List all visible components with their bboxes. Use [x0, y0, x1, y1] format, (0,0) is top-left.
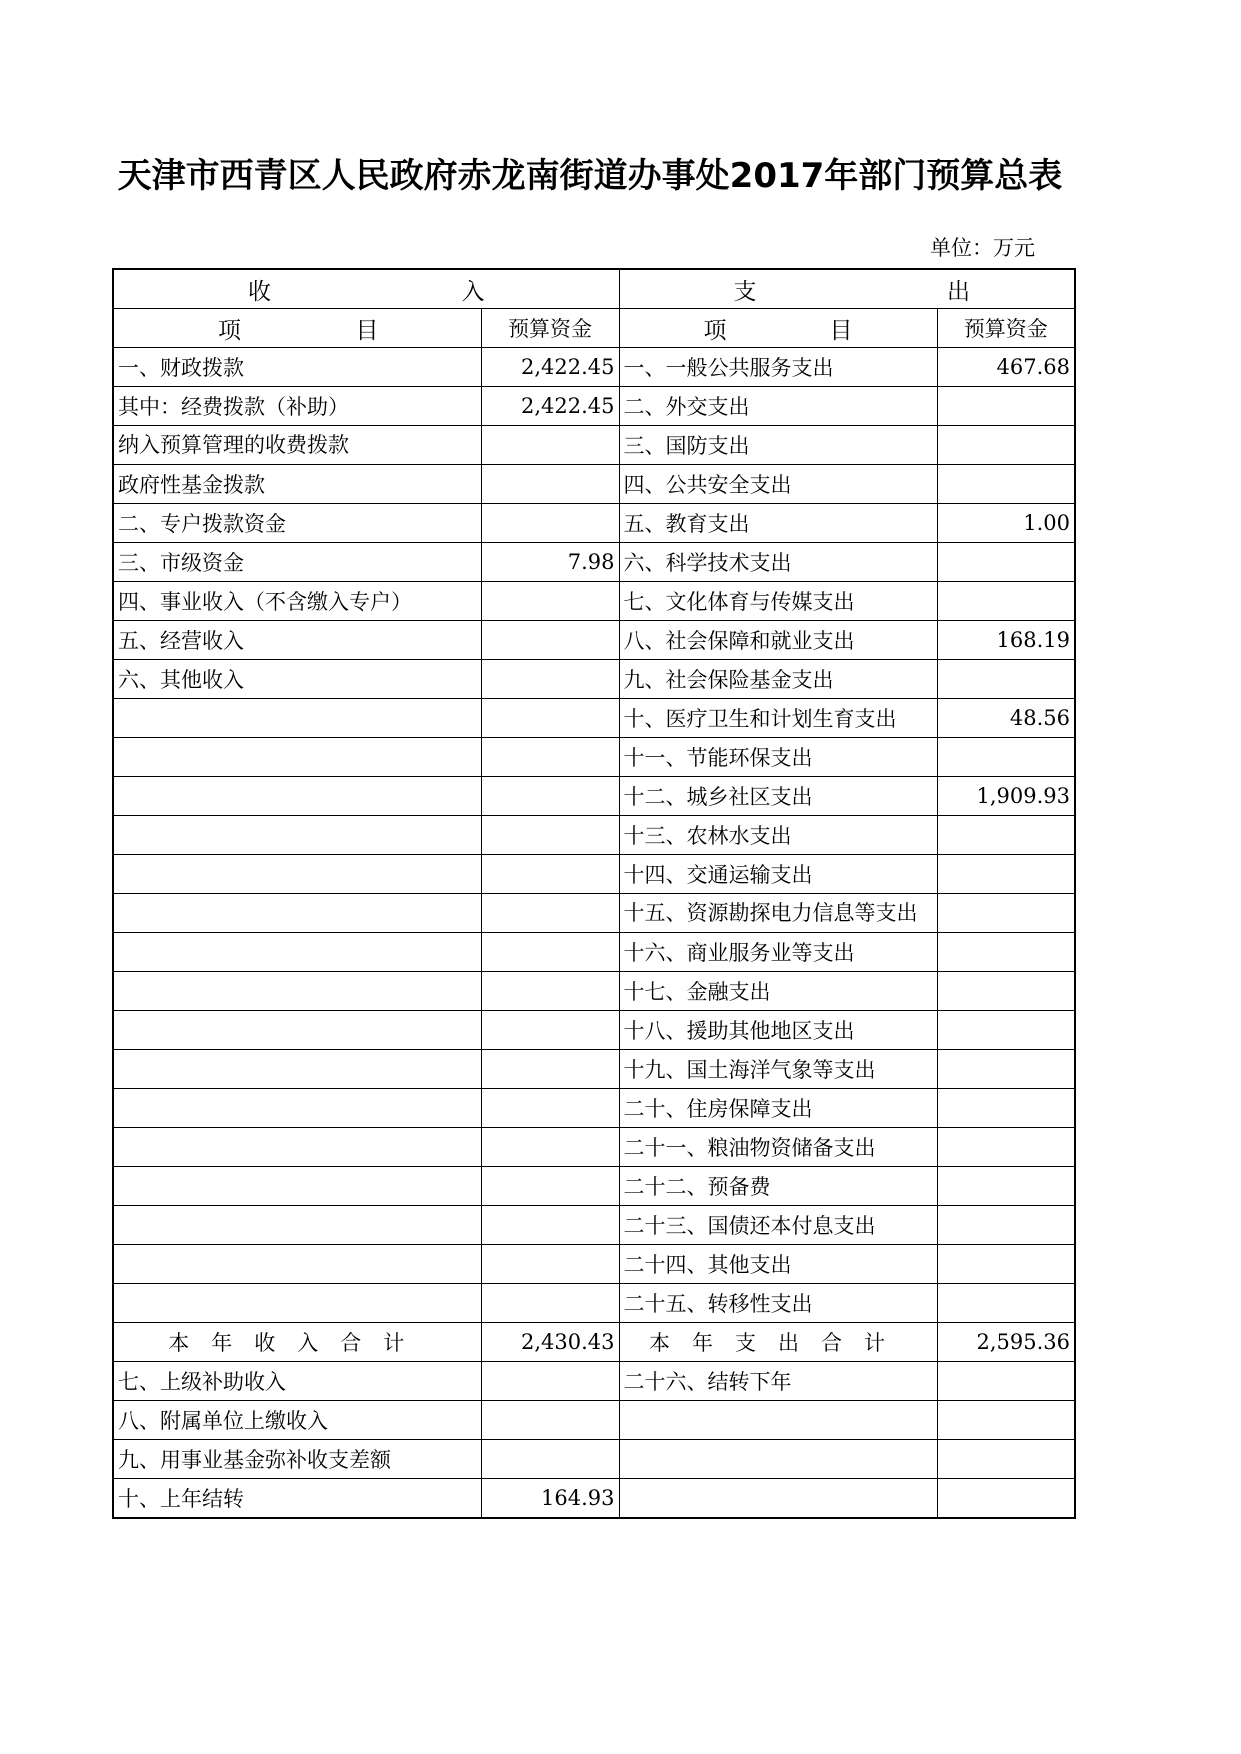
expense-value-cell: 168.19 — [937, 621, 1075, 660]
income-value-cell — [481, 894, 619, 933]
expense-item-cell: 十六、商业服务业等支出 — [619, 933, 937, 972]
income-value-cell — [481, 1011, 619, 1050]
income-value-cell — [481, 777, 619, 816]
table-row — [113, 1362, 1075, 1401]
income-item-cell: 五、经营收入 — [113, 621, 481, 660]
income-value-cell: 2,422.45 — [481, 387, 619, 426]
expense-value-cell — [937, 1245, 1075, 1284]
expense-value-cell — [937, 1362, 1075, 1401]
table-row — [113, 1089, 1075, 1128]
expense-item-cell: 十五、资源勘探电力信息等支出 — [619, 894, 937, 933]
table-row — [113, 1401, 1075, 1440]
expense-item-cell — [619, 1440, 937, 1479]
income-value-cell — [481, 660, 619, 699]
income-value-cell: 2,422.45 — [481, 348, 619, 387]
expense-value-cell — [937, 1011, 1075, 1050]
income-value-cell — [481, 933, 619, 972]
expense-item-cell: 二、外交支出 — [619, 387, 937, 426]
income-value-cell — [481, 1440, 619, 1479]
table-row — [113, 738, 1075, 777]
expense-item-cell: 四、公共安全支出 — [619, 465, 937, 504]
expense-budget-header: 预算资金 — [937, 309, 1075, 348]
expense-value-cell — [937, 660, 1075, 699]
table-row — [113, 1440, 1075, 1479]
income-value-cell — [481, 1128, 619, 1167]
expense-item-cell: 七、文化体育与传媒支出 — [619, 582, 937, 621]
expense-item-cell: 二十、住房保障支出 — [619, 1089, 937, 1128]
expense-value-cell: 1,909.93 — [937, 777, 1075, 816]
income-item-cell — [113, 1167, 481, 1206]
expense-item-cell: 十四、交通运输支出 — [619, 855, 937, 894]
income-value-cell — [481, 621, 619, 660]
expense-item-cell: 二十六、结转下年 — [619, 1362, 937, 1401]
income-item-left: 项 — [218, 317, 241, 344]
expense-value-cell — [937, 738, 1075, 777]
expense-item-right: 目 — [829, 317, 853, 344]
expense-item-left: 项 — [703, 317, 727, 344]
expense-item-cell: 十三、农林水支出 — [619, 816, 937, 855]
expense-value-cell — [937, 1284, 1075, 1323]
income-value-cell — [481, 972, 619, 1011]
header-row-2 — [113, 309, 1075, 348]
expense-value-cell — [937, 582, 1075, 621]
table-row — [113, 1050, 1075, 1089]
expense-item-cell — [619, 1401, 937, 1440]
income-value-cell — [481, 1284, 619, 1323]
expense-value-cell — [937, 816, 1075, 855]
table-row — [113, 348, 1075, 387]
income-header-right: 入 — [461, 278, 485, 305]
expense-value-cell — [937, 1401, 1075, 1440]
income-item-cell — [113, 738, 481, 777]
expense-value-cell — [937, 855, 1075, 894]
expense-item-cell: 二十二、预备费 — [619, 1167, 937, 1206]
expense-value-cell — [937, 1479, 1075, 1519]
expense-item-cell: 十九、国土海洋气象等支出 — [619, 1050, 937, 1089]
table-row — [113, 1479, 1075, 1519]
income-value-cell — [481, 738, 619, 777]
table-row — [113, 660, 1075, 699]
income-value-cell: 164.93 — [481, 1479, 619, 1519]
table-row — [113, 1128, 1075, 1167]
income-item-cell: 六、其他收入 — [113, 660, 481, 699]
income-value-cell — [481, 816, 619, 855]
expense-value-cell — [937, 1206, 1075, 1245]
expense-value-cell — [937, 1050, 1075, 1089]
table-row — [113, 855, 1075, 894]
income-item-cell — [113, 1245, 481, 1284]
expense-header-right: 出 — [947, 278, 970, 305]
income-value-cell — [481, 426, 619, 465]
expense-value-cell: 467.68 — [937, 348, 1075, 387]
income-item-cell — [113, 1011, 481, 1050]
table-row — [113, 1011, 1075, 1050]
expense-header — [619, 269, 1075, 309]
income-item-cell: 三、市级资金 — [113, 543, 481, 582]
income-value-cell — [481, 1362, 619, 1401]
income-value-cell — [481, 699, 619, 738]
table-row — [113, 543, 1075, 582]
income-item-header — [113, 309, 481, 348]
table-row — [113, 426, 1075, 465]
table-row — [113, 1284, 1075, 1323]
income-item-cell: 二、专户拨款资金 — [113, 504, 481, 543]
income-item-cell: 纳入预算管理的收费拨款 — [113, 426, 481, 465]
income-item-cell: 十、上年结转 — [113, 1479, 481, 1519]
income-value-cell — [481, 1206, 619, 1245]
unit-label: 单位：万元 — [930, 236, 1035, 260]
expense-value-cell — [937, 465, 1075, 504]
income-value-cell — [481, 582, 619, 621]
income-header-left: 收 — [248, 278, 271, 305]
income-value-cell — [481, 504, 619, 543]
income-value-cell — [481, 1167, 619, 1206]
income-item-cell — [113, 1206, 481, 1245]
expense-item-cell: 九、社会保险基金支出 — [619, 660, 937, 699]
expense-item-cell: 十、医疗卫生和计划生育支出 — [619, 699, 937, 738]
budget-table — [112, 268, 1076, 1519]
expense-item-cell — [619, 1479, 937, 1519]
income-item-cell: 政府性基金拨款 — [113, 465, 481, 504]
income-item-cell — [113, 1050, 481, 1089]
totals-row — [113, 1323, 1075, 1362]
income-value-cell: 7.98 — [481, 543, 619, 582]
table-row — [113, 1245, 1075, 1284]
income-item-cell: 一、财政拨款 — [113, 348, 481, 387]
expense-item-cell: 三、国防支出 — [619, 426, 937, 465]
expense-value-cell — [937, 1167, 1075, 1206]
income-total-value: 2,430.43 — [481, 1323, 619, 1362]
table-row — [113, 972, 1075, 1011]
expense-value-cell — [937, 543, 1075, 582]
expense-item-cell: 一、一般公共服务支出 — [619, 348, 937, 387]
table-row — [113, 933, 1075, 972]
expense-item-cell: 十一、节能环保支出 — [619, 738, 937, 777]
expense-item-cell: 二十五、转移性支出 — [619, 1284, 937, 1323]
income-item-cell: 七、上级补助收入 — [113, 1362, 481, 1401]
table-row — [113, 777, 1075, 816]
income-item-cell — [113, 1284, 481, 1323]
expense-value-cell — [937, 426, 1075, 465]
expense-item-cell: 二十四、其他支出 — [619, 1245, 937, 1284]
income-item-cell: 四、事业收入（不含缴入专户） — [113, 582, 481, 621]
expense-item-cell: 二十三、国债还本付息支出 — [619, 1206, 937, 1245]
income-item-cell — [113, 699, 481, 738]
income-item-right: 目 — [355, 317, 379, 344]
income-header — [113, 269, 619, 309]
income-item-cell — [113, 933, 481, 972]
income-value-cell — [481, 1401, 619, 1440]
expense-item-cell: 十八、援助其他地区支出 — [619, 1011, 937, 1050]
income-item-cell — [113, 1128, 481, 1167]
expense-total-value: 2,595.36 — [937, 1323, 1075, 1362]
expense-value-cell — [937, 1089, 1075, 1128]
income-value-cell — [481, 1245, 619, 1284]
header-row-1 — [113, 269, 1075, 309]
table-row — [113, 582, 1075, 621]
income-item-cell — [113, 1089, 481, 1128]
table-row — [113, 894, 1075, 933]
expense-value-cell — [937, 387, 1075, 426]
expense-value-cell — [937, 933, 1075, 972]
expense-item-cell: 二十一、粮油物资储备支出 — [619, 1128, 937, 1167]
table-row — [113, 621, 1075, 660]
table-row — [113, 387, 1075, 426]
income-total-label: 本年收入合计 — [113, 1323, 481, 1362]
budget-table-body — [113, 269, 1075, 1518]
expense-value-cell: 48.56 — [937, 699, 1075, 738]
income-item-cell: 八、附属单位上缴收入 — [113, 1401, 481, 1440]
income-value-cell — [481, 465, 619, 504]
income-item-cell: 九、用事业基金弥补收支差额 — [113, 1440, 481, 1479]
income-item-cell — [113, 855, 481, 894]
page-title: 天津市西青区人民政府赤龙南街道办事处2017年部门预算总表 — [117, 156, 1063, 196]
expense-item-cell: 五、教育支出 — [619, 504, 937, 543]
expense-header-left: 支 — [733, 278, 757, 305]
expense-total-label: 本年支出合计 — [619, 1323, 937, 1362]
expense-value-cell — [937, 894, 1075, 933]
expense-value-cell: 1.00 — [937, 504, 1075, 543]
income-item-cell — [113, 777, 481, 816]
table-row — [113, 1206, 1075, 1245]
income-item-cell — [113, 972, 481, 1011]
table-row — [113, 465, 1075, 504]
expense-item-cell: 六、科学技术支出 — [619, 543, 937, 582]
income-value-cell — [481, 855, 619, 894]
income-item-cell — [113, 816, 481, 855]
table-row — [113, 504, 1075, 543]
income-item-cell: 其中：经费拨款（补助） — [113, 387, 481, 426]
income-budget-header: 预算资金 — [481, 309, 619, 348]
table-row — [113, 1167, 1075, 1206]
expense-item-cell: 八、社会保障和就业支出 — [619, 621, 937, 660]
expense-item-header — [619, 309, 937, 348]
expense-item-cell: 十七、金融支出 — [619, 972, 937, 1011]
expense-value-cell — [937, 1440, 1075, 1479]
income-item-cell — [113, 894, 481, 933]
table-row — [113, 699, 1075, 738]
title-wrap — [100, 152, 1080, 202]
expense-value-cell — [937, 972, 1075, 1011]
expense-value-cell — [937, 1128, 1075, 1167]
income-value-cell — [481, 1089, 619, 1128]
income-value-cell — [481, 1050, 619, 1089]
table-row — [113, 816, 1075, 855]
expense-item-cell: 十二、城乡社区支出 — [619, 777, 937, 816]
